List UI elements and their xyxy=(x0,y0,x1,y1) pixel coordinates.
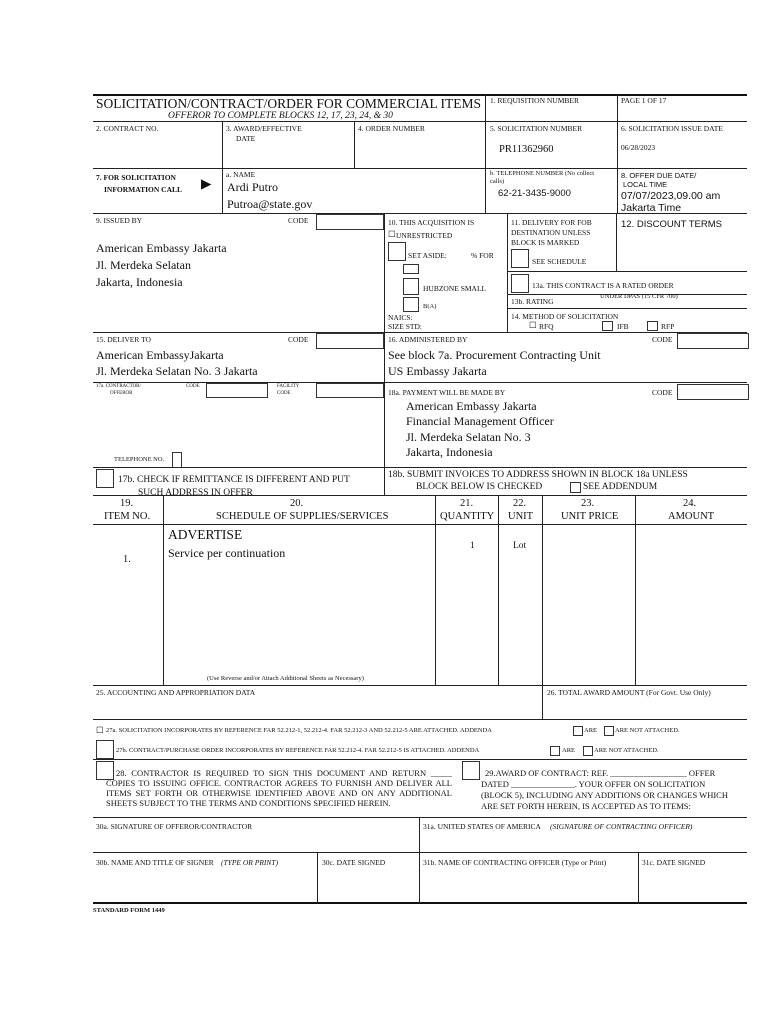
divider xyxy=(616,213,617,271)
divider xyxy=(617,121,618,168)
block7-label-b: INFORMATION CALL xyxy=(104,185,182,194)
facility-code-field[interactable] xyxy=(316,383,384,398)
see-schedule-label: SEE SCHEDULE xyxy=(532,257,587,266)
block13a-label: 13a. THIS CONTRACT IS A RATED ORDER xyxy=(532,281,674,290)
block27b-checkbox[interactable] xyxy=(96,740,114,759)
block17a-label: 17a. CONTRACTOR/ xyxy=(96,384,141,389)
telephone-number: 62-21-3435-9000 xyxy=(498,188,571,199)
divider xyxy=(507,213,508,332)
block18a-label: 18a. PAYMENT WILL BE MADE BY xyxy=(388,388,506,397)
block27a-are-checkbox[interactable] xyxy=(573,726,583,736)
divider xyxy=(384,467,385,495)
payment-by-line2: Financial Management Officer xyxy=(406,414,554,428)
col-num-item: 19. xyxy=(120,498,134,509)
naics-label: NAICS: xyxy=(388,313,413,322)
block27b-are-checkbox[interactable] xyxy=(550,746,560,756)
set-aside-label: SET ASIDE: xyxy=(408,251,447,260)
issue-date: 06/28/2023 xyxy=(621,143,656,152)
divider xyxy=(617,168,618,213)
divider xyxy=(485,121,486,168)
block6-label: 6. SOLICITATION ISSUE DATE xyxy=(621,124,723,133)
block12-label: 12. DISCOUNT TERMS xyxy=(621,219,723,230)
col-num-unit-price: 23. xyxy=(581,498,595,509)
facility-code-label-b: CODE xyxy=(277,391,291,396)
rfp-label: RFP xyxy=(661,322,675,331)
unrestricted-label: UNRESTRICTED xyxy=(396,231,453,240)
row-line xyxy=(93,524,747,525)
row-line xyxy=(93,817,747,818)
row-line xyxy=(507,271,747,272)
payment-by-line4: Jakarta, Indonesia xyxy=(406,445,493,459)
block11-line2: DESTINATION UNLESS xyxy=(511,228,591,237)
block28-text: 28. CONTRACTOR IS REQUIRED TO SIGN THIS DOCUMENT AND RETURN _____ COPIES TO ISSUING OFFICE. CONTRACTOR AGREES TO FURNISH AND DELIVER ALL ITEMS SET FORTH OR OTHERWISE IDENTIFIED ABOVE AND ON ANY ADDITIONAL SHEETS SUBJECT TO THE TERMS AND CONDITIONS SPECIFIED HEREIN. xyxy=(106,768,452,808)
telephone-no-label: TELEPHONE NO. xyxy=(114,456,165,463)
block31b-label: 31b. NAME OF CONTRACTING OFFICER (Type or Print) xyxy=(423,858,607,867)
block2-label: 2. CONTRACT NO. xyxy=(96,124,159,133)
item-description: Service per continuation xyxy=(168,546,286,560)
block18a-code-field[interactable] xyxy=(677,384,749,400)
row-line xyxy=(93,213,747,214)
row-line xyxy=(93,382,747,383)
row-line xyxy=(93,121,747,122)
deliver-to-line1: American EmbassyJakarta xyxy=(96,348,224,362)
block18a-code-label: CODE xyxy=(652,388,673,397)
form-subtitle: OFFEROR TO COMPLETE BLOCKS 12, 17, 23, 24, & 30 xyxy=(168,111,393,121)
col-head-unit-price: UNIT PRICE xyxy=(561,511,619,522)
block27b-are-label: ARE xyxy=(562,747,575,754)
block5-label: 5. SOLICITATION NUMBER xyxy=(490,124,583,133)
row-line xyxy=(93,685,747,686)
row-line xyxy=(93,852,747,853)
divider xyxy=(384,213,385,332)
page-counter: PAGE 1 OF 17 xyxy=(621,96,667,105)
block15-code-field[interactable] xyxy=(316,333,384,349)
hubzone-label: HUBZONE SMALL xyxy=(423,284,487,293)
item-unit: Lot xyxy=(513,541,527,551)
divider xyxy=(617,94,618,121)
contact-name: Ardi Putro xyxy=(227,180,278,194)
facility-code-label: FACILITY xyxy=(277,384,300,389)
solicitation-number: PR11362960 xyxy=(499,144,554,155)
see-addendum-label: SEE ADDENDUM xyxy=(583,482,658,492)
col-head-item: ITEM NO. xyxy=(104,511,151,522)
block16-code-label: CODE xyxy=(652,335,673,344)
divider xyxy=(222,168,223,213)
small-business-checkbox[interactable] xyxy=(403,264,419,274)
col-num-amount: 24. xyxy=(683,498,697,509)
rfp-checkbox[interactable] xyxy=(647,321,658,331)
block29-line1: 29.AWARD OF CONTRACT: REF. __________________ OFFER xyxy=(485,768,716,778)
telephone-no-field[interactable] xyxy=(172,452,182,468)
block27a-are-label: ARE xyxy=(584,727,597,734)
size-std-label: SIZE STD: xyxy=(388,322,422,331)
item-number: 1. xyxy=(123,554,131,565)
block17b-cut-text: SUCH ADDRESS IN OFFER xyxy=(138,488,253,498)
block27b-text: 27b. CONTRACT/PURCHASE ORDER INCORPORATES BY REFERENCE FAR 52.212-4. FAR 52.212-5 IS ATTACHED. ADDENDA xyxy=(116,747,480,754)
row-line xyxy=(93,168,747,169)
due-time-zone: Jakarta Time xyxy=(621,202,682,214)
block31a-italic: (SIGNATURE OF CONTRACTING OFFICER) xyxy=(550,822,693,831)
block7a-label: a. NAME xyxy=(226,170,256,179)
8a-cut-text: B(A) xyxy=(423,303,437,310)
ifb-label: IFB xyxy=(617,322,629,331)
divider xyxy=(485,94,486,121)
block30a-label: 30a. SIGNATURE OF OFFEROR/CONTRACTOR xyxy=(96,822,253,831)
block4-label: 4. ORDER NUMBER xyxy=(358,124,425,133)
block9-code-label: CODE xyxy=(288,216,309,225)
item-title: ADVERTISE xyxy=(168,527,243,542)
block13a-cut-text: UNDER DPAS (15 CFR 700) xyxy=(600,293,678,300)
block7b-label-b: calls) xyxy=(490,178,505,185)
see-schedule-checkbox[interactable] xyxy=(511,249,529,268)
divider xyxy=(419,817,420,903)
col-head-quantity: QUANTITY xyxy=(440,511,495,522)
divider xyxy=(354,121,355,168)
8a-checkbox[interactable] xyxy=(403,297,419,312)
block3-label: 3. AWARD/EFFECTIVE xyxy=(226,124,302,133)
block11-line3: BLOCK IS MARKED xyxy=(511,238,580,247)
block27b-not-attached-label: ARE NOT ATTACHED. xyxy=(594,747,659,754)
block13b-label: 13b. RATING xyxy=(511,297,554,306)
type-or-print: (TYPE OR PRINT) xyxy=(221,858,279,867)
block11-line1: 11. DELIVERY FOR FOB xyxy=(511,218,592,227)
payment-by-line1: American Embassy Jakarta xyxy=(406,399,537,413)
issued-by-line2: Jl. Merdeka Selatan xyxy=(96,258,191,272)
administered-by-line2: US Embassy Jakarta xyxy=(388,364,487,378)
block1-label: 1. REQUISITION NUMBER xyxy=(490,96,579,105)
form-title: SOLICITATION/CONTRACT/ORDER FOR COMMERCIAL ITEMS xyxy=(96,96,482,111)
divider xyxy=(384,332,385,382)
divider xyxy=(638,852,639,903)
rfq-checkbox[interactable]: ☐ xyxy=(529,320,537,330)
block29-checkbox[interactable] xyxy=(462,761,480,780)
block27a-checkbox[interactable]: ☐ xyxy=(96,725,104,735)
row-line xyxy=(93,495,747,496)
block3-label-b: DATE xyxy=(236,134,256,143)
block17a-code-field[interactable] xyxy=(206,383,268,398)
block17a-code-label: CODE xyxy=(186,384,200,389)
row-line xyxy=(93,467,747,468)
block30c-label: 30c. DATE SIGNED xyxy=(322,858,386,867)
row-line xyxy=(93,719,747,720)
divider xyxy=(222,121,223,168)
block25-label: 25. ACCOUNTING AND APPROPRIATION DATA xyxy=(96,688,256,697)
block9-label: 9. ISSUED BY xyxy=(96,216,143,225)
block8-label-b: LOCAL TIME xyxy=(623,180,668,189)
arrow-right-icon: ▶ xyxy=(201,176,212,191)
block29-line2: DATED _______________. YOUR OFFER ON SOLICITATION xyxy=(481,779,706,789)
block18b-text-b: BLOCK BELOW IS CHECKED xyxy=(416,482,543,492)
col-head-schedule: SCHEDULE OF SUPPLIES/SERVICES xyxy=(216,511,389,522)
block7b-label: b. TELEPHONE NUMBER (No collect xyxy=(490,170,595,177)
block15-code-label: CODE xyxy=(288,335,309,344)
issued-by-line1: American Embassy Jakarta xyxy=(96,241,227,255)
block9-code-field[interactable] xyxy=(316,214,384,230)
block29-line3: (BLOCK 5), INCLUDING ANY ADDITIONS OR CHANGES WHICH xyxy=(481,790,728,800)
col-head-amount: AMOUNT xyxy=(668,511,715,522)
block30b-label: 30b. NAME AND TITLE OF SIGNER xyxy=(96,858,214,867)
deliver-to-line2: Jl. Merdeka Selatan No. 3 Jakarta xyxy=(96,364,258,378)
block18b-text: 18b. SUBMIT INVOICES TO ADDRESS SHOWN IN BLOCK 18a UNLESS xyxy=(388,470,688,480)
unrestricted-checkbox[interactable]: ☐ xyxy=(388,229,396,239)
row-line xyxy=(507,308,747,309)
block27a-not-attached-checkbox[interactable] xyxy=(604,726,614,736)
see-addendum-checkbox[interactable] xyxy=(570,482,581,493)
payment-by-line3: Jl. Merdeka Selatan No. 3 xyxy=(406,430,531,444)
block17a-label-b: OFFEROR xyxy=(110,391,133,396)
block31a-label: 31a. UNITED STATES OF AMERICA xyxy=(423,822,541,831)
block27a-text: 27a. SOLICITATION INCORPORATES BY REFERENCE FAR 52.212-1, 52.212-4. FAR 52.212-3 AND 52.212-5 ARE ATTACHED. ADDENDA xyxy=(106,727,492,734)
block10-label: 10. THIS ACQUISITION IS xyxy=(388,218,475,227)
administered-by-line1: See block 7a. Procurement Contracting Unit xyxy=(388,348,601,362)
footer-form-name: STANDARD FORM 1449 xyxy=(93,907,165,914)
ifb-checkbox[interactable] xyxy=(602,321,613,331)
block7-label: 7. FOR SOLICITATION xyxy=(96,173,176,182)
remittance-checkbox[interactable] xyxy=(96,469,114,488)
block8-label: 8. OFFER DUE DATE/ xyxy=(621,171,697,180)
set-aside-checkbox[interactable] xyxy=(388,242,406,261)
issued-by-line3: Jakarta, Indonesia xyxy=(96,275,183,289)
rated-order-checkbox[interactable] xyxy=(511,274,529,293)
rfq-label: RFQ xyxy=(539,322,554,331)
block16-label: 16. ADMINISTERED BY xyxy=(388,335,468,344)
hubzone-checkbox[interactable] xyxy=(403,278,419,295)
block27a-not-attached-label: ARE NOT ATTACHED. xyxy=(615,727,680,734)
col-num-schedule: 20. xyxy=(290,498,304,509)
row-line xyxy=(93,332,747,333)
block27b-not-attached-checkbox[interactable] xyxy=(583,746,593,756)
block16-code-field[interactable] xyxy=(677,333,749,349)
block15-label: 15. DELIVER TO xyxy=(96,335,151,344)
bottom-border xyxy=(93,902,747,904)
divider xyxy=(317,852,318,903)
item-quantity: 1 xyxy=(470,541,475,551)
col-head-unit: UNIT xyxy=(508,511,534,522)
due-date: 07/07/2023,09.00 am xyxy=(621,190,721,202)
block17b-text: 17b. CHECK IF REMITTANCE IS DIFFERENT AND PUT xyxy=(118,475,350,485)
block29-line4: ARE SET FORTH HEREIN, IS ACCEPTED AS TO ITEMS: xyxy=(481,801,691,811)
divider xyxy=(485,168,486,213)
row-line xyxy=(93,759,747,760)
divider xyxy=(384,382,385,467)
block31c-label: 31c. DATE SIGNED xyxy=(642,858,706,867)
pct-for-label: % FOR xyxy=(471,251,494,260)
col-num-quantity: 21. xyxy=(460,498,474,509)
reverse-note: (Use Reverse and/or Attach Additional Sheets as Necessary) xyxy=(207,675,364,682)
block14-label: 14. METHOD OF SOLICITATION xyxy=(511,312,619,321)
block26-label: 26. TOTAL AWARD AMOUNT (For Govt. Use Only) xyxy=(547,688,711,697)
contact-email: Putroa@state.gov xyxy=(227,197,313,211)
col-num-unit: 22. xyxy=(513,498,527,509)
